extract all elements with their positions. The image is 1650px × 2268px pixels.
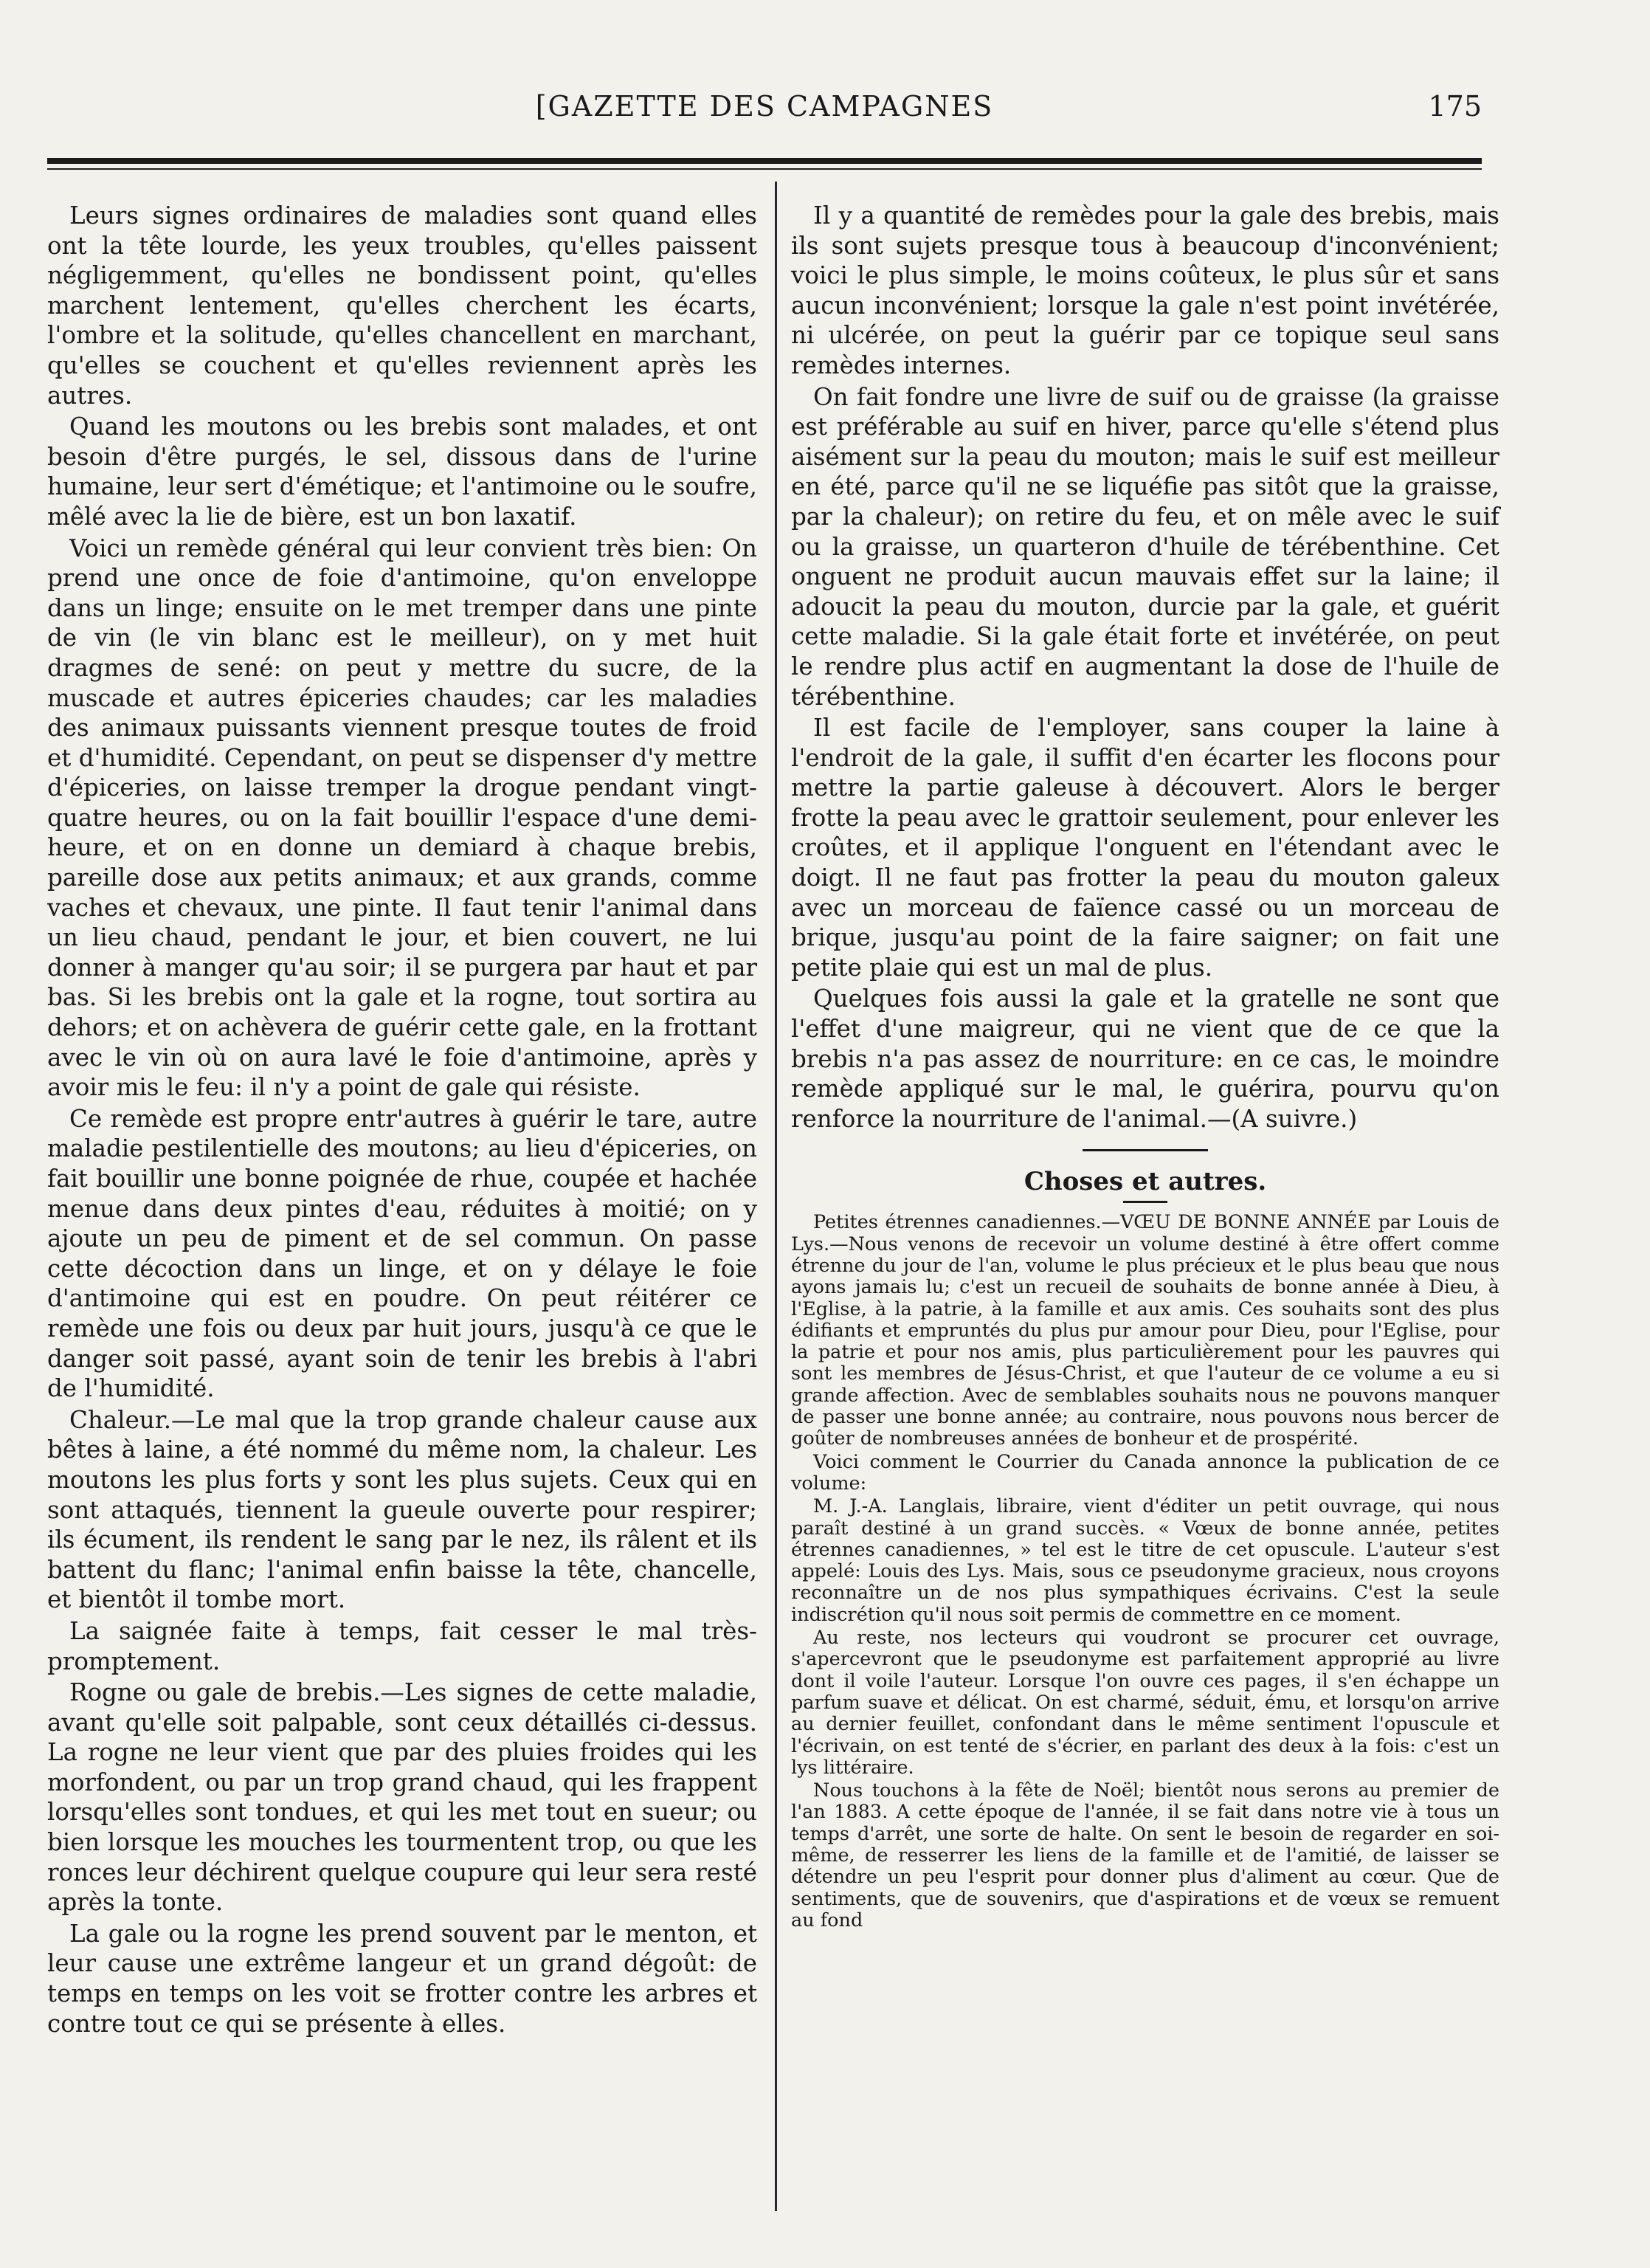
small-paragraph: Au reste, nos lecteurs qui voudront se procurer cet ouvrage, s'apercevront que le pseudonyme est parfaitement approprié au livre dont il voile l'auteur. Lorsque l'on ouvre ces pages, il s'en échappe un parfum suave et délicat. On est charmé, séduit, ému, et lorsqu'on arrive au dernier feuillet, confondant dans le même sentiment l'opuscule et l'écrivain, on est tenté de s'écrier, en parlant des deux à la fois: c'est un lys littéraire. <box>791 1627 1499 1779</box>
small-paragraph: M. J.-A. Langlais, libraire, vient d'éditer un petit ouvrage, qui nous paraît destiné à un grand succès. « Vœux de bonne année, petites étrennes canadiennes, » tel est le titre de cet opuscule. L'auteur s'est appelé: Louis des Lys. Mais, sous ce pseudonyme gracieux, nous croyons reconnaître un de nos plus sympathiques écrivains. C'est la seule indiscrétion qu'il nous soit permis de commettre en ce moment. <box>791 1495 1499 1626</box>
paragraph: Rogne ou gale de brebis.—Les signes de cette maladie, avant qu'elle soit palpable, sont ceux détaillés ci-dessus. La rogne ne leur vient que par des pluies froides qui les morfondent, ou par un trop grand chaud, qui les frappent lorsqu'elles sont tondues, et qui les met tout en sueur; ou bien lorsque les mouches les tourmentent trop, ou que les ronces leur déchirent quelque coupure qui leur sera resté après la tonte. <box>47 1678 757 1917</box>
page-header <box>47 83 1482 142</box>
small-paragraph: Petites étrennes canadiennes.—VŒU DE BONNE ANNÉE par Louis de Lys.—Nous venons de recevoir un volume destiné à être offert comme étrenne du jour de l'an, volume le plus précieux et le plus beau que nous ayons jamais lu; c'est un recueil de souhaits de bonne année à Dieu, à l'Eglise, à la patrie, à la famille et aux amis. Ces souhaits sont des plus édifiants et empruntés du plus pur amour pour Dieu, pour l'Eglise, pour la patrie et pour nos amis, plus particulièrement pour les pauvres qui sont les membres de Jésus-Christ, et que l'auteur de ce volume a eu si grande affection. Avec de semblables souhaits nous ne pouvons manquer de passer une bonne année; au contraire, nous pouvons nous bercer de goûter de nombreuses années de bonheur et de prospérité. <box>791 1211 1499 1450</box>
paragraph: Chaleur.—Le mal que la trop grande chaleur cause aux bêtes à laine, a été nommé du même nom, la chaleur. Les moutons les plus forts y sont les plus sujets. Ceux qui en sont attaqués, tiennent la gueule ouverte pour respirer; ils écument, ils rendent le sang par le nez, ils râlent et ils battent du flanc; l'animal enfin baisse la tête, chancelle, et bientôt il tombe mort. <box>47 1405 757 1614</box>
section-separator <box>791 1142 1499 1157</box>
paragraph: Il y a quantité de remèdes pour la gale des brebis, mais ils sont sujets presque tous à beaucoup d'inconvénient; voici le plus simple, le moins coûteux, le plus sûr et sans aucun inconvénient; lorsque la gale n'est point invétérée, ni ulcérée, on peut la guérir par ce topique seul sans remèdes internes. <box>791 201 1499 379</box>
small-paragraph: Voici comment le Courrier du Canada annonce la publication de ce volume: <box>791 1450 1499 1495</box>
paragraph: Ce remède est propre entr'autres à guérir le tare, autre maladie pestilentielle des moutons; au lieu d'épiceries, on fait bouillir une bonne poignée de rhue, coupée et hachée menue dans deux pintes d'eau, réduites à moitié; on y ajoute un peu de piment et de sel commun. On passe cette décoction dans un linge, et on y délaye le foie d'antimoine qui est en poudre. On peut réitérer ce remède une fois ou deux par huit jours, jusqu'à ce que le danger soit passé, ayant soin de tenir les brebis à l'abri de l'humidité. <box>47 1104 757 1403</box>
paragraph: Quand les moutons ou les brebis sont malades, et ont besoin d'être purgés, le sel, dissous dans de l'urine humaine, leur sert d'émétique; et l'antimoine ou le soufre, mêlé avec la lie de bière, est un bon laxatif. <box>47 413 757 531</box>
column-divider <box>775 182 777 2211</box>
page-number: 175 <box>1428 90 1482 123</box>
small-paragraph: Nous touchons à la fête de Noël; bientôt nous serons au premier de l'an 1883. A cette époque de l'année, il se fait dans notre vie à tous un temps d'arrêt, une sorte de halte. On sent le besoin de regarder en soi-même, de resserrer les liens de la famille et de l'amitié, de laisser se détendre un peu l'esprit pour donner plus d'aliment au cœur. Que de sentiments, que de souvenirs, que d'aspirations et de vœux se remuent au fond <box>791 1779 1499 1931</box>
paragraph: La gale ou la rogne les prend souvent par le menton, et leur cause une extrême langeur et un grand dégoût: de temps en temps on les voit se frotter contre les arbres et contre tout ce qui se présente à elles. <box>47 1919 757 2038</box>
paragraph: Leurs signes ordinaires de maladies sont quand elles ont la tête lourde, les yeux troubles, qu'elles paissent négligemment, qu'elles ne bondissent point, qu'elles marchent lentement, qu'elles cherchent les écarts, l'ombre et la solitude, qu'elles chancellent en marchant, qu'elles se couchent et qu'elles reviennent après les autres. <box>47 201 757 410</box>
paragraph: Quelques fois aussi la gale et la gratelle ne sont que l'effet d'une maigreur, qui ne vient que de ce que la brebis n'a pas assez de nourriture: en ce cas, le moindre remède appliqué sur le mal, le guérira, pourvu qu'on renforce la nourriture de l'animal.—(A suivre.) <box>791 985 1499 1133</box>
paragraph: On fait fondre une livre de suif ou de graisse (la graisse est préférable au suif en hiver, parce qu'elle s'étend plus aisément sur la peau du mouton; mais le suif est meilleur en été, parce qu'il ne se liquéfie pas sitôt que la graisse, par la chaleur); on retire du feu, et on mêle avec le suif ou la graisse, un quarteron d'huile de térébenthine. Cet onguent ne produit aucun mauvais effet sur la laine; il adoucit la peau du mouton, durcie par la gale, et guérit cette maladie. Si la gale était forte et invétérée, on peut le rendre plus actif en augmentant la dose de l'huile de térébenthine. <box>791 382 1499 711</box>
left-column <box>47 201 757 2040</box>
header-rule-thin <box>47 168 1482 170</box>
header-rule-thick <box>47 158 1482 164</box>
paragraph: La saignée faite à temps, fait cesser le mal très-promptement. <box>47 1616 757 1675</box>
page-header-title: [GAZETTE DES CAMPAGNES <box>535 90 994 123</box>
section-title-rule <box>1123 1201 1167 1203</box>
section-title: Choses et autres. <box>1024 1167 1267 1197</box>
paragraph: Voici un remède général qui leur convient très bien: On prend une once de foie d'antimoine, qu'on enveloppe dans un linge; ensuite on le met tremper dans une pinte de vin (le vin blanc est le meilleur), on y met huit dragmes de sené: on peut y mettre du sucre, de la muscade et autres épiceries chaudes; car les maladies des animaux puissants viennent presque toutes de froid et d'humidité. Cependant, on peut se dispenser d'y mettre d'épiceries, on laisse tremper la drogue pendant vingt-quatre heures, ou on la fait bouillir l'espace d'une demi-heure, et on en donne un demiard à chaque brebis, pareille dose aux petits animaux; et aux grands, comme vaches et chevaux, une pinte. Il faut tenir l'animal dans un lieu chaud, pendant le jour, et bien couvert, ne lui donner à manger qu'au soir; il se purgera par haut et par bas. Si les brebis ont la gale et la rogne, tout sortira au dehors; et on achèvera de guérir cette gale, en la frottant avec le vin où on aura lavé le foie d'antimoine, après y avoir mis le feu: il n'y a point de gale qui résiste. <box>47 534 757 1102</box>
paragraph: Il est facile de l'employer, sans couper la laine à l'endroit de la gale, il suffit d'en écarter les flocons pour mettre la partie galeuse à découvert. Alors le berger frotte la peau avec le grattoir seulement, pour enlever les croûtes, et il applique l'onguent en l'étendant avec le doigt. Il ne faut pas frotter la peau du mouton galeux avec un morceau de faïence cassé ou un morceau de brique, jusqu'au point de la faire saigner; on fait une petite plaie qui est un mal de plus. <box>791 714 1499 982</box>
right-column <box>791 201 1499 1933</box>
